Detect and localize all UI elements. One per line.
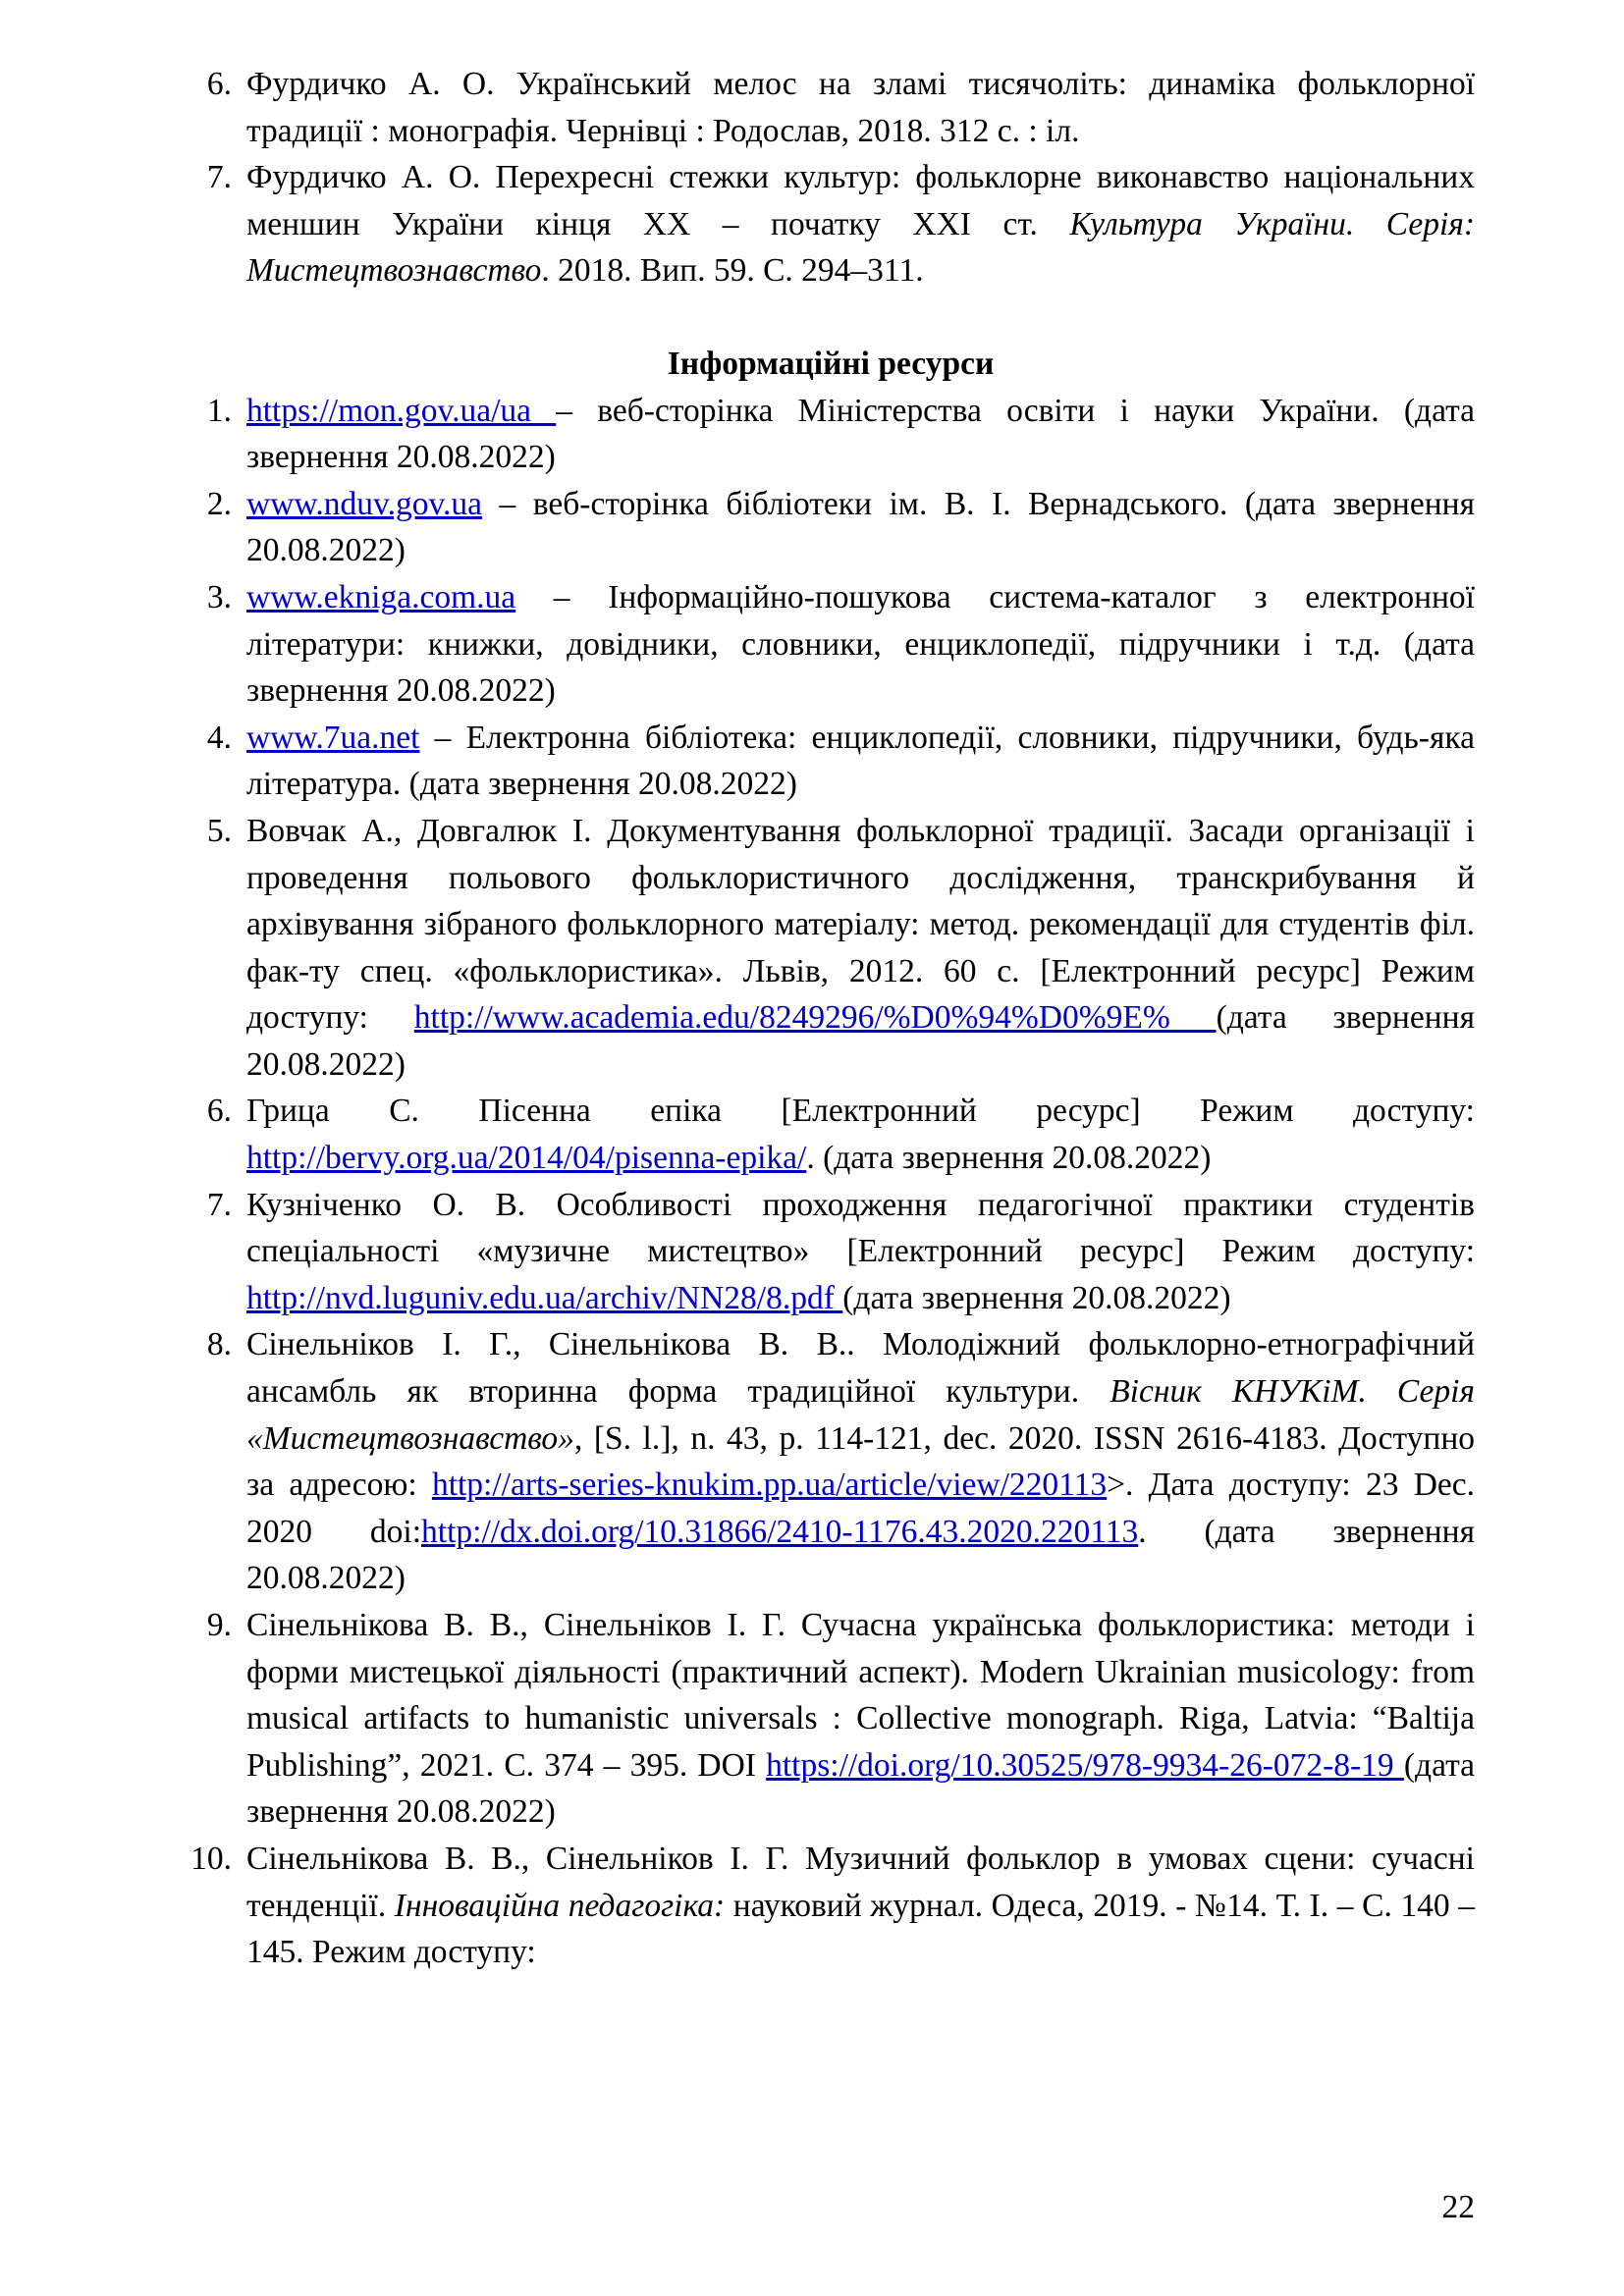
text-run: (дата звернення 20.08.2022)	[246, 999, 1475, 1083]
bibliography-list-continued	[187, 61, 1475, 294]
list-item-text	[246, 388, 1475, 481]
page-number: 22	[1441, 2189, 1475, 2225]
text-run: >. Дата доступу: 23 Dec. 2020 doi:	[246, 1467, 1476, 1550]
list-item	[187, 388, 1475, 481]
italic-title: Культура України. Серія: Мистецтвознавство	[246, 205, 1475, 290]
list-item-text	[246, 1182, 1475, 1322]
spacer	[187, 294, 1475, 341]
hyperlink[interactable]: http://bervy.org.ua/2014/04/pisenna-epika/	[246, 1140, 807, 1177]
list-item-text	[246, 1836, 1475, 1976]
hyperlink[interactable]: www.nduv.gov.ua	[246, 485, 483, 522]
hyperlink[interactable]: http://arts-series-knukim.pp.ua/article/view/220113	[431, 1467, 1108, 1504]
list-item-number: 7.	[206, 1186, 232, 1223]
list-item-number: 9.	[206, 1607, 232, 1643]
text-run: Фурдичко А. О. Перехресні стежки культур: фольклорне виконавство національних меншин України кінця ХХ – початку ХХІ ст.	[246, 159, 1475, 242]
list-item	[187, 61, 1475, 154]
list-item-number: 8.	[206, 1326, 232, 1363]
text-run: Кузніченко О. В. Особливості проходження педагогічної практики студентів спеціальності «музичне мистецтво» [Електронний ресурс] Режим доступу:	[246, 1186, 1475, 1270]
text-run: – Електронна бібліотека: енциклопедії, словники, підручники, будь-яка література. (дата звернення 20.08.2022)	[246, 719, 1475, 803]
list-item	[187, 715, 1475, 808]
text-run: науковий журнал. Одеса, 2019. - №14. Т. І. – С. 140 – 145. Режим доступу:	[246, 1887, 1475, 1971]
list-item-text	[246, 808, 1475, 1089]
information-resources-list	[187, 388, 1475, 1976]
list-item	[187, 154, 1475, 294]
hyperlink[interactable]: https://doi.org/10.30525/978-9934-26-072-8-19	[766, 1746, 1404, 1784]
text-run: . 2018. Вип. 59. С. 294–311.	[541, 252, 924, 290]
list-item-number: 5.	[206, 812, 232, 849]
text-run: . (дата звернення 20.08.2022)	[806, 1140, 1212, 1177]
list-item-text	[246, 154, 1475, 294]
text-run: Сінельніков І. Г., Сінельнікова В. В.. Молодіжний фольклорно-етнографічний ансамбль як вторинна форма традиційної культури.	[246, 1326, 1475, 1411]
hyperlink[interactable]: http://nvd.luguniv.edu.ua/archiv/NN28/8.pdf	[246, 1279, 843, 1316]
list-item	[187, 1182, 1475, 1322]
section-heading-information-resources: Інформаційні ресурси	[667, 345, 995, 382]
hyperlink[interactable]: http://www.academia.edu/8249296/%D0%94%D0%9E%	[413, 999, 1217, 1037]
list-item	[187, 481, 1475, 574]
text-run: (дата звернення 20.08.2022)	[246, 1746, 1475, 1831]
text-run: Сінельнікова В. В., Сінельніков І. Г. Музичний фольклор в умовах сцени: сучасні тенденції.	[246, 1840, 1475, 1924]
list-item-text	[246, 1602, 1475, 1836]
text-run: Фурдичко А. О. Український мелос на зламі тисячоліть: динаміка фольклорної традиції : монографія. Чернівці : Родослав, 2018. 312 с. : іл.	[246, 66, 1475, 149]
list-item-number: 7.	[206, 159, 232, 196]
hyperlink[interactable]: https://mon.gov.ua/ua	[246, 392, 557, 429]
list-item-number: 2.	[206, 485, 232, 522]
text-run: . (дата звернення 20.08.2022)	[246, 1513, 1476, 1597]
list-item-text	[246, 481, 1475, 574]
list-item-number: 10.	[190, 1840, 232, 1877]
list-item-number: 1.	[206, 392, 232, 429]
text-run: Сінельнікова В. В., Сінельніков І. Г. Сучасна українська фольклористика: методи і форми мистецької діяльності (практичний аспект). Modern Ukrainian musicology: from musical artifacts to humanistic universals : Collective monograph. Riga, Latvia: “Baltija Publishing”, 2021. С. 374 – 395. DOI	[246, 1607, 1475, 1784]
list-item-text	[246, 715, 1475, 808]
list-item-text	[246, 1088, 1475, 1181]
text-run: – веб-сторінка бібліотеки ім. В. І. Вернадського. (дата звернення 20.08.2022)	[246, 485, 1475, 569]
hyperlink[interactable]: www.7ua.net	[246, 719, 420, 756]
list-item-text	[246, 574, 1475, 715]
hyperlink[interactable]: http://dx.doi.org/10.31866/2410-1176.43.2020.220113	[421, 1513, 1139, 1550]
list-item-number: 4.	[206, 719, 232, 756]
list-item	[187, 1836, 1475, 1976]
text-run: , [S. l.], n. 43, p. 114-121, dec. 2020. ISSN 2616-4183. Доступно за адресою:	[246, 1419, 1475, 1504]
list-item	[187, 1602, 1475, 1836]
list-item	[187, 1088, 1475, 1181]
italic-title: Вісник КНУКіМ. Серія «Мистецтвознавство»	[246, 1373, 1475, 1457]
list-item	[187, 808, 1475, 1089]
list-item-text	[246, 1321, 1475, 1602]
list-item-number: 3.	[206, 578, 232, 615]
text-run: – веб-сторінка Міністерства освіти і науки України. (дата звернення 20.08.2022)	[246, 392, 1475, 476]
text-run: – Інформаційно-пошукова система-каталог з електронної літератури: книжки, довідники, словники, енциклопедії, підручники і т.д. (дата звернення 20.08.2022)	[246, 578, 1475, 710]
text-run: Грица С. Пісенна епіка [Електронний ресурс] Режим доступу:	[246, 1093, 1475, 1130]
hyperlink[interactable]: www.ekniga.com.ua	[246, 578, 516, 615]
list-item-number: 6.	[206, 66, 232, 102]
list-item	[187, 574, 1475, 715]
text-run: (дата звернення 20.08.2022)	[842, 1279, 1231, 1316]
list-item-text	[246, 61, 1475, 154]
italic-title: Інноваційна педагогіка:	[394, 1887, 726, 1924]
list-item	[187, 1321, 1475, 1602]
list-item-number: 6.	[206, 1093, 232, 1130]
text-run: Вовчак А., Довгалюк І. Документування фольклорної традиції. Засади організації і проведення польового фольклористичного дослідження, транскрибування й архівування зібраного фольклорного матеріалу: метод. рекомендації для студентів філ. фак-ту спец. «фольклористика». Львів, 2012. 60 с. [Електронний ресурс] Режим доступу:	[246, 812, 1475, 1037]
